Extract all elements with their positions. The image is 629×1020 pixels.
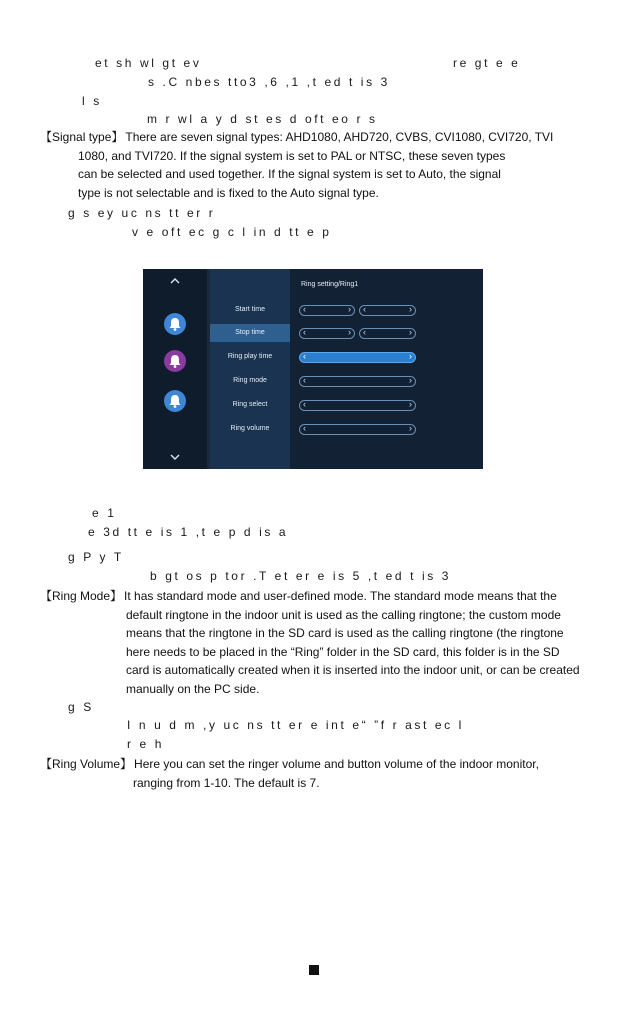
menu-item-start-time[interactable]: Start time <box>235 306 265 313</box>
chevron-up-icon[interactable] <box>169 275 181 287</box>
ring-mode-line: card is automatically created when it is inserted into the indoor unit, or can be created <box>126 663 580 677</box>
chevron-left-icon[interactable]: ‹ <box>303 351 306 361</box>
ring-mode-label: 【Ring Mode】 <box>40 589 123 603</box>
signal-type-text: There are seven signal types: AHD1080, AHD720, CVBS, CVI1080, CVI720, TVI <box>125 130 554 144</box>
ring-mode-line-1 <box>40 587 580 606</box>
signal-type-line: can be selected and used together. If the signal system is set to Auto, the signal <box>78 167 501 181</box>
ring-mode-line: means that the ringtone in the SD card is used as the calling ringtone (the ringtone <box>126 626 564 640</box>
chevron-left-icon[interactable]: ‹ <box>303 327 306 337</box>
ring-volume-line-1 <box>40 755 539 774</box>
stop-time-minute-field[interactable] <box>359 328 416 339</box>
stop-time-hour-field[interactable] <box>299 328 355 339</box>
menu-item-ring-volume[interactable]: Ring volume <box>230 425 270 432</box>
chevron-left-icon[interactable]: ‹ <box>303 304 306 314</box>
ring-mode-line: default ringtone in the indoor unit is used as the calling ringtone; the custom mode <box>126 607 561 622</box>
text-fragment: et sh wl gt ev <box>95 56 202 70</box>
chevron-right-icon[interactable]: › <box>409 351 412 361</box>
side-rail <box>143 269 207 469</box>
page-marker <box>309 965 319 975</box>
menu-item-stop-time[interactable]: Stop time <box>210 324 290 342</box>
text-fragment: g s ey uc ns tt er r <box>68 206 216 220</box>
text-fragment: r e h <box>127 737 165 751</box>
text-fragment: l s <box>82 94 102 108</box>
bell-icon-ring3[interactable] <box>164 390 186 412</box>
chevron-right-icon[interactable]: › <box>409 304 412 314</box>
ring-setting-screen <box>143 269 483 469</box>
start-time-minute-field[interactable] <box>359 305 416 316</box>
text-fragment: g P y T <box>68 550 124 564</box>
text-fragment: g S <box>68 700 94 714</box>
settings-panel <box>290 269 483 469</box>
menu-item-ring-mode[interactable]: Ring mode <box>233 377 267 384</box>
text-fragment: e 1 <box>92 506 117 520</box>
ring-mode-line: manually on the PC side. <box>126 681 260 696</box>
chevron-right-icon[interactable]: › <box>348 304 351 314</box>
ring-volume-label: 【Ring Volume】 <box>40 757 133 771</box>
text-fragment: b gt os p tor .T et er e is 5 ,t ed t is 3 <box>150 569 452 583</box>
chevron-left-icon[interactable]: ‹ <box>303 375 306 385</box>
chevron-left-icon[interactable]: ‹ <box>363 304 366 314</box>
bell-icon-ring1[interactable] <box>164 313 186 335</box>
chevron-left-icon[interactable]: ‹ <box>363 327 366 337</box>
ring-volume-text: Here you can set the ringer volume and button volume of the indoor monitor, <box>134 757 539 771</box>
text-fragment: re gt e e <box>453 56 521 70</box>
settings-menu <box>210 269 290 469</box>
ring-mode-paragraph <box>40 587 580 698</box>
menu-item-ring-select[interactable]: Ring select <box>232 401 268 408</box>
ring-mode-field[interactable] <box>299 376 416 387</box>
ring-volume-paragraph <box>40 755 539 792</box>
text-fragment: m r wl a y d st es d oft eo r s <box>147 112 378 126</box>
text-fragment: v e oft ec g c l in d tt e p <box>132 225 332 239</box>
signal-type-paragraph <box>40 128 553 202</box>
menu-item-ring-play-time[interactable]: Ring play time <box>227 353 273 360</box>
chevron-right-icon[interactable]: › <box>409 423 412 433</box>
chevron-right-icon[interactable]: › <box>409 327 412 337</box>
signal-type-line: type is not selectable and is fixed to the Auto signal type. <box>78 185 379 200</box>
bell-icon-ring2[interactable] <box>164 350 186 372</box>
chevron-right-icon[interactable]: › <box>348 327 351 337</box>
chevron-right-icon[interactable]: › <box>409 375 412 385</box>
text-fragment: e 3d tt e is 1 ,t e p d is a <box>88 525 289 539</box>
chevron-left-icon[interactable]: ‹ <box>303 423 306 433</box>
ring-play-time-field[interactable] <box>299 352 416 363</box>
signal-type-label: 【Signal type】 <box>40 130 124 144</box>
ring-mode-line: here needs to be placed in the “Ring” folder in the SD card, this folder is in the SD <box>126 644 560 659</box>
chevron-right-icon[interactable]: › <box>409 399 412 409</box>
signal-type-line-1 <box>40 128 553 147</box>
text-fragment: I n u d m ,y uc ns tt er e int e“ ”f r ast ec l <box>127 718 464 732</box>
ring-volume-field[interactable] <box>299 424 416 435</box>
text-fragment: s .C nbes tto3 ,6 ,1 ,t ed t is 3 <box>148 75 390 89</box>
ring-volume-line: ranging from 1-10. The default is 7. <box>133 775 320 790</box>
start-time-hour-field[interactable] <box>299 305 355 316</box>
chevron-left-icon[interactable]: ‹ <box>303 399 306 409</box>
chevron-down-icon[interactable] <box>169 451 181 463</box>
ring-mode-text: It has standard mode and user-defined mode. The standard mode means that the <box>124 589 557 603</box>
ring-select-field[interactable] <box>299 400 416 411</box>
panel-title: Ring setting/Ring1 <box>301 281 359 288</box>
signal-type-line: 1080, and TVI720. If the signal system is set to PAL or NTSC, these seven types <box>78 148 506 163</box>
